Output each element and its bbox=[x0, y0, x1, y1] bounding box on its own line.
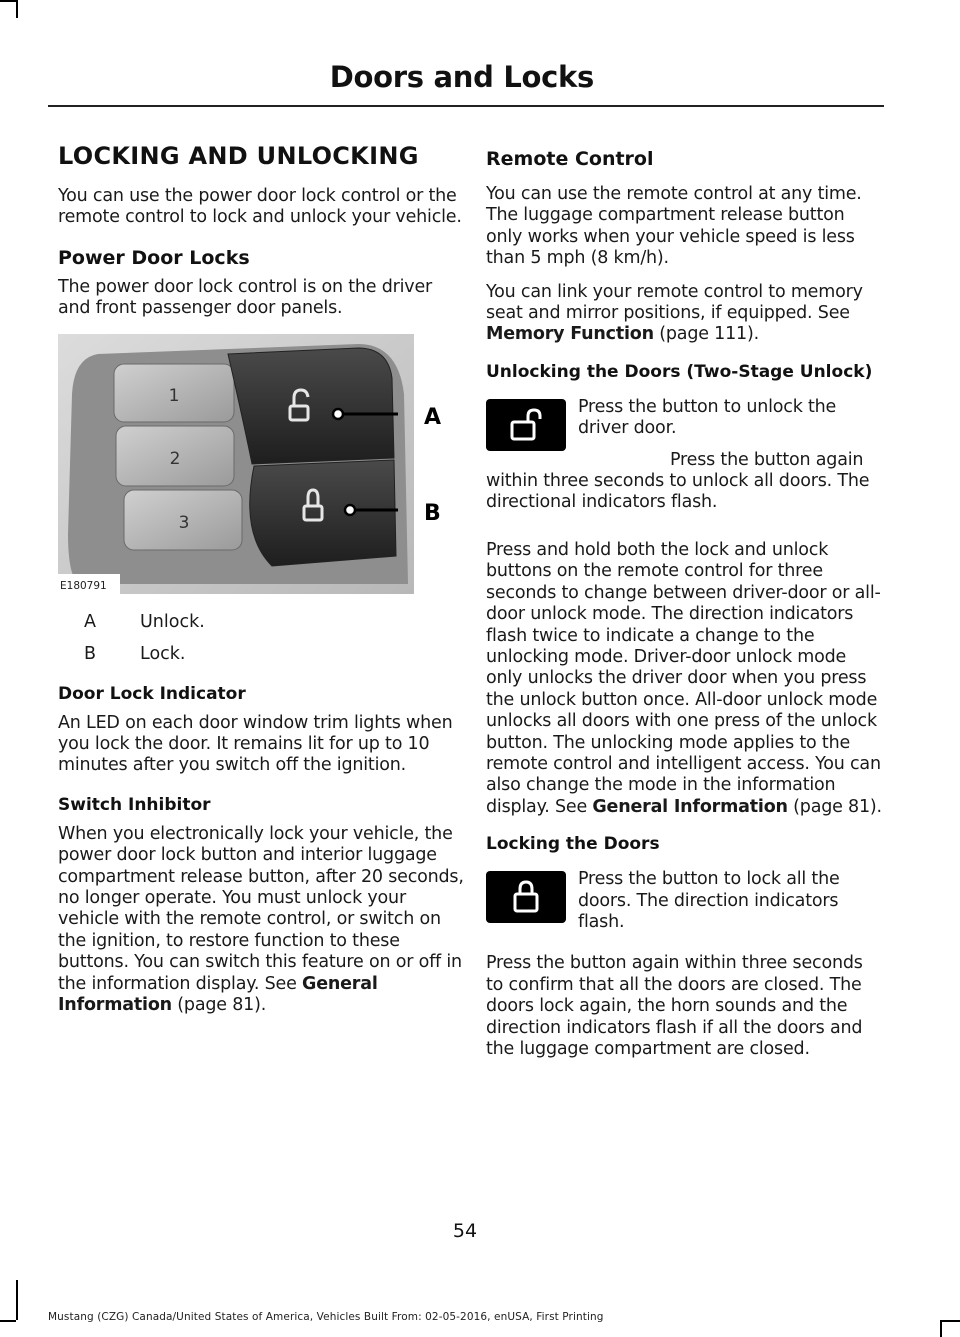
switch-inhibitor-text bbox=[58, 824, 468, 1017]
crop-mark bbox=[940, 1320, 960, 1322]
unlock-mode-text bbox=[486, 540, 882, 818]
memory-button-3-label: 3 bbox=[178, 512, 190, 533]
intro-paragraph: You can use the power door lock control or the remote control to lock and unlock your vehicle. bbox=[58, 186, 462, 228]
door-lock-control-illustration bbox=[58, 334, 454, 594]
page-number: 54 bbox=[452, 1220, 478, 1242]
general-information-link[interactable]: General Information bbox=[58, 973, 378, 1016]
lock-block bbox=[486, 869, 882, 943]
locking-doors-heading: Locking the Doors bbox=[486, 834, 660, 855]
unlock-icon bbox=[486, 399, 566, 451]
power-door-locks-heading: Power Door Locks bbox=[58, 246, 250, 269]
door-lock-control-figure bbox=[58, 334, 454, 594]
page-reference: (page 81). bbox=[787, 796, 882, 817]
door-lock-indicator-text: An LED on each door window trim lights when you lock the door. It remains lit for up to 10 minutes after you switch off the ignition. bbox=[58, 712, 453, 776]
footer-text: Mustang (CZG) Canada/United States of America, Vehicles Built From: 02-05-2016, enUSA, First Printing bbox=[48, 1311, 604, 1323]
header-rule bbox=[48, 105, 884, 107]
figure-legend bbox=[84, 606, 468, 670]
lock-confirm-text: Press the button again within three seconds to confirm that all the doors are closed. The doors lock again, the horn sounds and the direction indicators flash if all the doors and the luggage compartment are closed. bbox=[486, 953, 863, 1059]
unlock-block bbox=[486, 397, 882, 526]
figure-code: E180791 bbox=[60, 579, 107, 592]
switch-inhibitor-heading: Switch Inhibitor bbox=[58, 794, 211, 815]
unlocking-doors-heading: Unlocking the Doors (Two-Stage Unlock) bbox=[486, 361, 873, 382]
callout-a: A bbox=[424, 404, 442, 430]
crop-mark bbox=[16, 1280, 18, 1320]
unlock-step-2 bbox=[486, 450, 882, 514]
crop-mark bbox=[16, 0, 18, 18]
memory-function-link[interactable]: Memory Function bbox=[486, 324, 654, 345]
legend-row bbox=[84, 638, 468, 670]
power-door-locks-text: The power door lock control is on the driver and front passenger door panels. bbox=[58, 276, 433, 319]
crop-mark bbox=[0, 1320, 16, 1322]
unlock-side-text bbox=[578, 397, 882, 440]
unlock-step-1: Press the button to unlock the driver door. bbox=[578, 396, 837, 439]
remote-control-heading: Remote Control bbox=[486, 148, 654, 170]
legend-value: Lock. bbox=[140, 643, 186, 664]
legend-key: A bbox=[84, 611, 96, 632]
remote-control-text: You can use the remote control at any time. The luggage compartment release button only works when your vehicle speed is less than 5 mph (8 km/h). bbox=[486, 184, 862, 269]
section-heading: LOCKING AND UNLOCKING bbox=[58, 142, 419, 170]
door-lock-indicator-heading: Door Lock Indicator bbox=[58, 683, 246, 704]
unlock-step-2-text: Press the button again within three seconds to unlock all doors. The directional indicators flash. bbox=[486, 449, 870, 513]
memory-link-body: You can link your remote control to memory seat and mirror positions, if equipped. See bbox=[486, 281, 863, 324]
memory-button-1-label: 1 bbox=[168, 385, 180, 406]
general-information-link[interactable]: General Information bbox=[592, 796, 788, 817]
callout-b: B bbox=[424, 500, 441, 526]
lock-icon bbox=[486, 871, 566, 923]
page-reference: (page 111). bbox=[653, 324, 759, 345]
switch-inhibitor-body: When you electronically lock your vehicle, the power door lock button and interior luggage compartment release button, after 20 seconds, no longer operate. You must unlock your vehicle with the remote control, or switch on the ignition, to restore function to these buttons. You can switch this feature on or off in the information display. See bbox=[58, 823, 464, 994]
page-header-title: Doors and Locks bbox=[329, 60, 594, 94]
lock-side-text bbox=[578, 869, 882, 933]
crop-mark bbox=[940, 1322, 942, 1337]
legend-key: B bbox=[84, 643, 97, 664]
left-column bbox=[58, 142, 468, 1029]
crop-mark bbox=[0, 0, 16, 2]
lock-step-1: Press the button to lock all the doors. The direction indicators flash. bbox=[578, 869, 840, 932]
memory-link-text bbox=[486, 282, 882, 346]
page-reference: (page 81). bbox=[171, 995, 267, 1016]
unlock-mode-body: Press and hold both the lock and unlock buttons on the remote control for three seconds to change between driver-door or all-door unlock mode. The direction indicators flash twice to indicate a change to the unlocking mode. Driver-door unlock mode only unlocks the driver door when you press the unlock button once. All-door unlock mode unlocks all doors with one press of the unlock button. The unlocking mode applies to the remote control and intelligent access. You can also change the mode in the information display. See bbox=[486, 539, 881, 817]
legend-row bbox=[84, 606, 468, 638]
legend-value: Unlock. bbox=[140, 611, 205, 632]
memory-button-2-label: 2 bbox=[169, 448, 181, 469]
right-column bbox=[486, 142, 882, 1072]
